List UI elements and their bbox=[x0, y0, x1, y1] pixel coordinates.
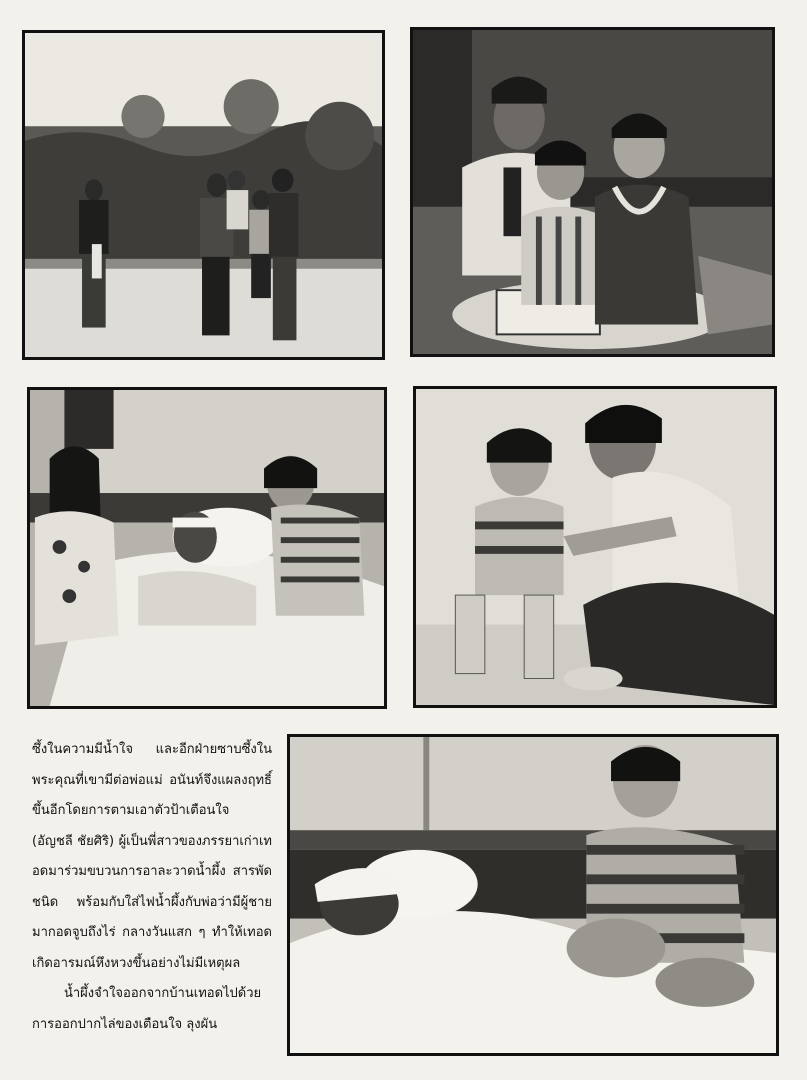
article-paragraph: ซึ้งในความมีน้ำใจ และอีกฝ่ายซาบซึ้งในพระคุณที่เขามีต่อพ่อแม่ อนันท์จึงแผลงฤทธิ์ขึ้นอีกโดยการตามเอาตัวป้าเตือนใจ (อัญชลี ชัยศิริ) ผู้เป็นพี่สาวของภรรยาเก่าเทอดมาร่วมขบวนการอาละวาดน้ำผึ้ง สารพัดชนิด พร้อมกับใส่ไฟน้ำผึ้งกับพ่อว่ามีผู้ชายมากอดจูบถึงไร่ กลางวันแสก ๆ ทำให้เทอดเกิดอารมณ์หึงหวงขึ้นอย่างไม่มีเหตุผล bbox=[32, 742, 272, 971]
photo-boy-beside-man-in-bed bbox=[287, 734, 779, 1056]
photo-outdoor-family bbox=[22, 30, 385, 360]
photo-man-in-bed-with-children bbox=[27, 387, 387, 709]
article-paragraph: น้ำผึ้งจำใจออกจากบ้านเทอดไปด้วยการออกปากไล่ของเตือนใจ ลุงผัน bbox=[32, 986, 262, 1032]
photo-two-boys-talking bbox=[413, 386, 777, 708]
article-body bbox=[32, 735, 272, 1040]
photo-family-smiling bbox=[410, 27, 775, 357]
